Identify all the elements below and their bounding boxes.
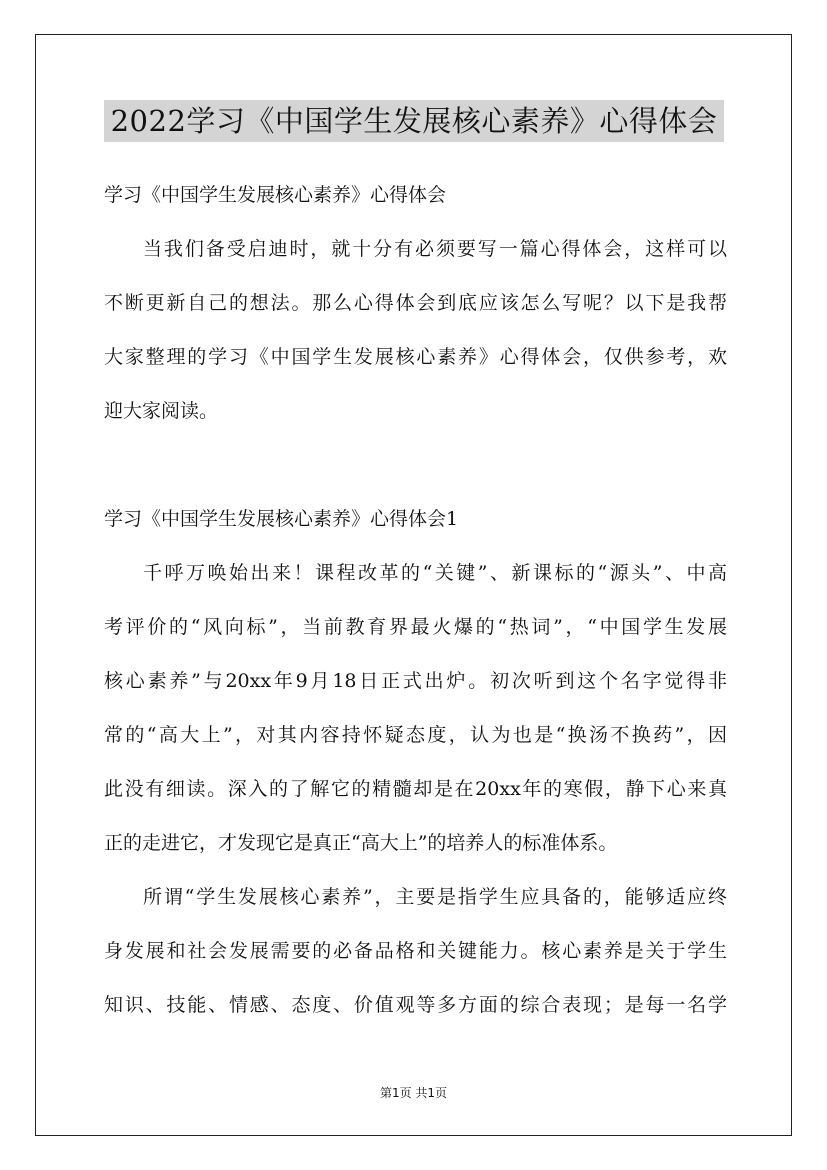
document-subtitle: 学习《中国学生发展核心素养》心得体会 — [104, 184, 447, 206]
intro-line: 不断更新自己的想法。那么心得体会到底应该怎么写呢？以下是我帮 — [104, 292, 727, 314]
paragraph-line: 此没有细读。深入的了解它的精髓却是在20xx年的寒假，静下心来真 — [104, 778, 727, 800]
section-heading: 学习《中国学生发展核心素养》心得体会1 — [104, 508, 459, 530]
paragraph-line: 千呼万唤始出来！课程改革的“关键”、新课标的“源头”、中高 — [143, 562, 727, 584]
paragraph-line: 常的“高大上”，对其内容持怀疑态度，认为也是“换汤不换药”，因 — [104, 724, 727, 746]
paragraph-line: 正的走进它，才发现它是真正“高大上”的培养人的标准体系。 — [104, 832, 618, 854]
intro-line: 大家整理的学习《中国学生发展核心素养》心得体会，仅供参考，欢 — [104, 346, 727, 368]
intro-line: 当我们备受启迪时，就十分有必须要写一篇心得体会，这样可以 — [143, 238, 727, 260]
page-footer: 第1页 共1页 — [379, 1086, 448, 1100]
paragraph-line: 身发展和社会发展需要的必备品格和关键能力。核心素养是关于学生 — [104, 940, 727, 962]
paragraph-line: 考评价的“风向标”，当前教育界最火爆的“热词”，“中国学生发展 — [104, 616, 727, 638]
intro-line: 迎大家阅读。 — [104, 400, 219, 422]
paragraph-line: 知识、技能、情感、态度、价值观等多方面的综合表现；是每一名学 — [104, 994, 727, 1016]
document-title: 2022学习《中国学生发展核心素养》心得体会 — [104, 100, 724, 142]
paragraph-line: 核心素养”与20xx年9月18日正式出炉。初次听到这个名字觉得非 — [104, 670, 727, 692]
paragraph-line: 所谓“学生发展核心素养”，主要是指学生应具备的，能够适应终 — [143, 886, 727, 908]
